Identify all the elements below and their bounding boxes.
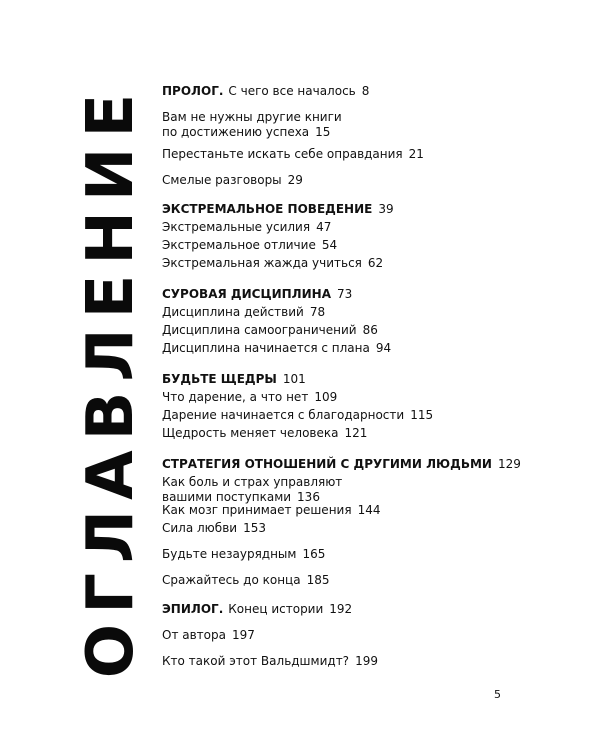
toc-entry-subtitle: С чего все началось bbox=[228, 84, 356, 98]
toc-entry-label: Как боль и страх управляют bbox=[162, 475, 343, 489]
toc-entry bbox=[162, 573, 330, 588]
toc-entry-page: 47 bbox=[316, 220, 332, 234]
toc-entry-page: 62 bbox=[367, 256, 384, 270]
toc-entry-page: 39 bbox=[378, 202, 394, 216]
toc-entry-page: 153 bbox=[243, 521, 266, 535]
toc-entry-label: Сражайтесь до конца bbox=[162, 573, 301, 587]
toc-entry-page: 144 bbox=[357, 503, 381, 517]
toc-entry-label: Экстремальная жажда учиться bbox=[162, 256, 362, 270]
toc-entry-page: 29 bbox=[287, 173, 303, 187]
toc-entry bbox=[162, 256, 383, 271]
toc-entry-label: Вам не нужны другие книги bbox=[162, 110, 342, 124]
toc-entry bbox=[162, 521, 266, 536]
toc-entry bbox=[162, 390, 337, 405]
toc-entry-label: ЭКСТРЕМАЛЬНОЕ ПОВЕДЕНИЕ bbox=[162, 202, 373, 216]
toc-entry-page: 94 bbox=[375, 341, 392, 355]
toc-entry bbox=[162, 147, 424, 162]
toc-entry-page: 54 bbox=[321, 238, 338, 252]
toc-entry-label: Смелые разговоры bbox=[162, 173, 282, 187]
toc-entry bbox=[162, 602, 352, 617]
toc-entry-page: 199 bbox=[355, 654, 378, 668]
page-number: 5 bbox=[494, 688, 501, 701]
toc-entry-label: Дисциплина начинается с плана bbox=[162, 341, 370, 355]
toc-entry-label: От автора bbox=[162, 628, 226, 642]
toc-list bbox=[162, 0, 582, 750]
toc-entry-label: ПРОЛОГ. bbox=[162, 84, 224, 98]
toc-entry-page: 21 bbox=[408, 147, 424, 161]
toc-entry bbox=[162, 426, 367, 441]
toc-entry-page: 192 bbox=[329, 602, 353, 616]
toc-entry bbox=[162, 341, 391, 356]
toc-entry-page: 78 bbox=[309, 305, 326, 319]
toc-entry-page: 165 bbox=[302, 547, 326, 561]
toc-vertical-title bbox=[76, 74, 146, 688]
toc-entry-label: Экстремальные усилия bbox=[162, 220, 311, 234]
toc-entry-page: 15 bbox=[315, 125, 331, 139]
toc-entry bbox=[162, 220, 331, 235]
toc-entry bbox=[162, 287, 352, 302]
toc-entry-page: 115 bbox=[410, 408, 434, 422]
toc-entry bbox=[162, 654, 378, 669]
toc-entry bbox=[162, 238, 337, 253]
toc-entry bbox=[162, 503, 380, 518]
toc-entry-page: 73 bbox=[337, 287, 353, 301]
toc-entry-page: 109 bbox=[314, 390, 338, 404]
toc-entry-label: Что дарение, а что нет bbox=[162, 390, 309, 404]
toc-entry bbox=[162, 305, 325, 320]
toc-entry bbox=[162, 84, 369, 99]
toc-entry bbox=[162, 628, 255, 643]
toc-entry bbox=[162, 457, 521, 472]
toc-entry-page: 8 bbox=[361, 84, 370, 98]
toc-entry-label: БУДЬТЕ ЩЕДРЫ bbox=[162, 372, 277, 386]
toc-entry bbox=[162, 408, 433, 423]
toc-entry bbox=[162, 202, 394, 217]
toc-entry-label: Кто такой этот Вальдшмидт? bbox=[162, 654, 350, 668]
toc-entry-label: Экстремальное отличие bbox=[162, 238, 316, 252]
toc-entry-page: 197 bbox=[231, 628, 255, 642]
toc-entry bbox=[162, 323, 378, 338]
toc-entry-label: Будьте незаурядным bbox=[162, 547, 297, 561]
toc-entry-label: Сила любви bbox=[162, 521, 238, 535]
toc-entry-page: 136 bbox=[297, 490, 320, 504]
toc-entry-label-line2: вашими поступками bbox=[162, 490, 292, 504]
toc-entry-label: Как мозг принимает решения bbox=[162, 503, 352, 517]
toc-entry bbox=[162, 372, 306, 387]
toc-entry-subtitle: Конец истории bbox=[228, 602, 324, 616]
toc-entry-page: 129 bbox=[497, 457, 521, 471]
toc-entry-label-line2: по достижению успеха bbox=[162, 125, 310, 139]
toc-entry-label: Дисциплина самоограничений bbox=[162, 323, 357, 337]
toc-entry-label: СУРОВАЯ ДИСЦИПЛИНА bbox=[162, 287, 332, 301]
toc-title-text: ОГЛАВЛЕНИЕ bbox=[74, 83, 148, 679]
toc-entry-page: 121 bbox=[344, 426, 368, 440]
toc-entry bbox=[162, 475, 342, 505]
toc-entry bbox=[162, 547, 325, 562]
toc-entry-label: ЭПИЛОГ. bbox=[162, 602, 224, 616]
toc-entry bbox=[162, 110, 342, 140]
toc-entry-page: 185 bbox=[306, 573, 330, 587]
toc-entry-label: Дисциплина действий bbox=[162, 305, 304, 319]
toc-entry-label: СТРАТЕГИЯ ОТНОШЕНИЙ С ДРУГИМИ ЛЮДЬМИ bbox=[162, 457, 492, 471]
toc-entry-label: Щедрость меняет человека bbox=[162, 426, 339, 440]
toc-entry-page: 86 bbox=[362, 323, 378, 337]
toc-entry bbox=[162, 173, 303, 188]
toc-entry-page: 101 bbox=[282, 372, 306, 386]
toc-entry-label: Дарение начинается с благодарности bbox=[162, 408, 405, 422]
toc-entry-label: Перестаньте искать себе оправдания bbox=[162, 147, 403, 161]
